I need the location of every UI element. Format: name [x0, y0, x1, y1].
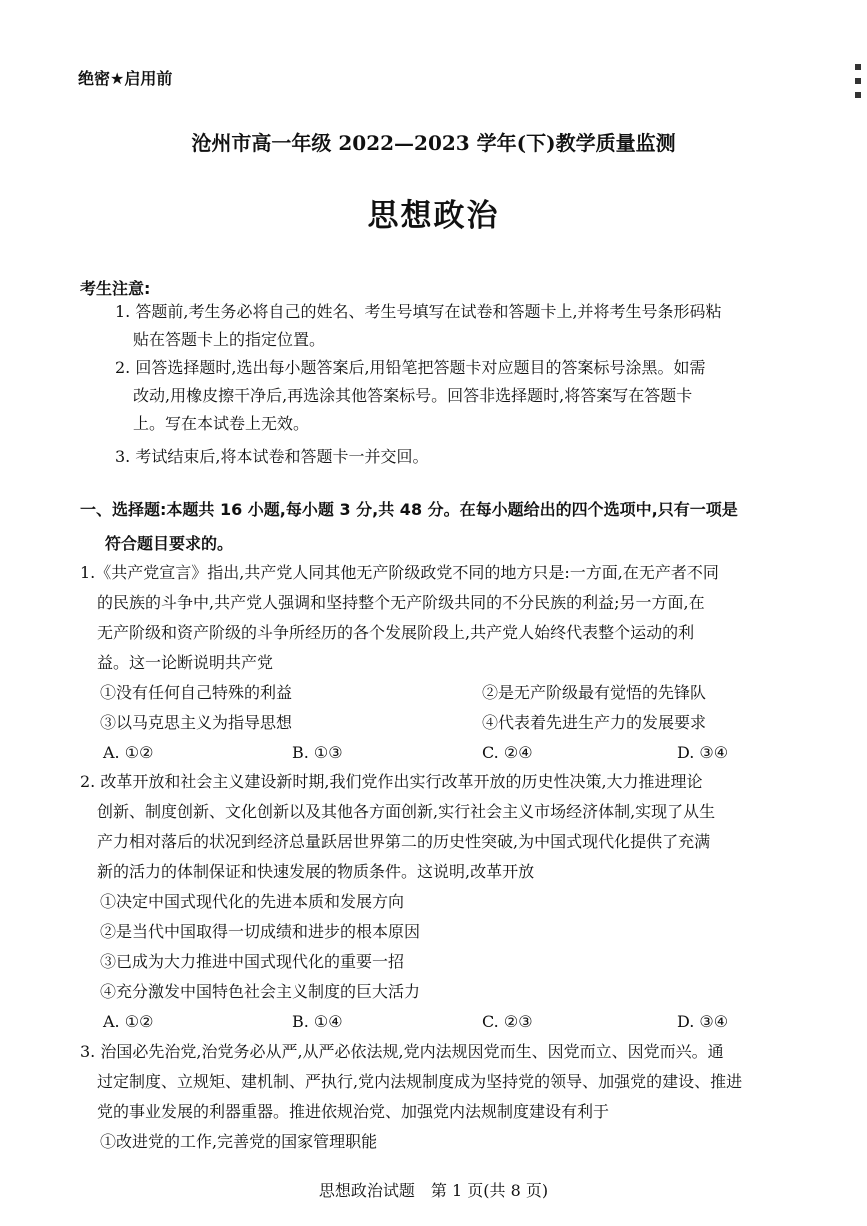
q2-statement-3: ③已成为大力推进中国式现代化的重要一招 — [100, 952, 405, 971]
notice-line: 贴在答题卡上的指定位置。 — [133, 330, 326, 349]
q2-statement-2: ②是当代中国取得一切成绩和进步的根本原因 — [100, 922, 421, 941]
q1-stem: 的民族的斗争中,共产党人强调和坚持整个无产阶级共同的不分民族的利益;另一方面,在 — [97, 593, 705, 612]
q2-stem: 产力相对落后的状况到经济总量跃居世界第二的历史性突破,为中国式现代化提供了充满 — [97, 832, 711, 851]
q1-choice-c: C. ②④ — [482, 743, 533, 762]
exam-title: 沧州市高一年级 2022—2023 学年(下)教学质量监测 — [191, 131, 676, 155]
q1-stem: 益。这一论断说明共产党 — [97, 653, 274, 672]
q2-stem: 2. 改革开放和社会主义建设新时期,我们党作出实行改革开放的历史性决策,大力推进理论 — [80, 772, 703, 791]
q3-stem: 党的事业发展的利器重器。推进依规治党、加强党内法规制度建设有利于 — [97, 1102, 610, 1121]
notice-line: 2. 回答选择题时,选出每小题答案后,用铅笔把答题卡对应题目的答案标号涂黑。如需 — [115, 358, 706, 377]
q2-statement-1: ①决定中国式现代化的先进本质和发展方向 — [100, 892, 405, 911]
binding-margin-marks — [853, 60, 863, 120]
q2-choice-c: C. ②③ — [482, 1012, 533, 1031]
q2-stem: 新的活力的体制保证和快速发展的物质条件。这说明,改革开放 — [97, 862, 535, 881]
q3-statement-1: ①改进党的工作,完善党的国家管理职能 — [100, 1132, 378, 1151]
notice-line: 3. 考试结束后,将本试卷和答题卡一并交回。 — [115, 447, 429, 466]
q2-statement-4: ④充分激发中国特色社会主义制度的巨大活力 — [100, 982, 421, 1001]
q1-statement-1: ①没有任何自己特殊的利益 — [100, 683, 293, 702]
section-heading-cont: 符合题目要求的。 — [105, 534, 234, 553]
q1-stem: 1.《共产党宣言》指出,共产党人同其他无产阶级政党不同的地方只是:一方面,在无产者不同 — [80, 563, 719, 582]
q2-choice-a: A. ①② — [103, 1012, 154, 1031]
q2-stem: 创新、制度创新、文化创新以及其他各方面创新,实行社会主义市场经济体制,实现了从生 — [97, 802, 716, 821]
q2-choice-d: D. ③④ — [677, 1012, 729, 1031]
subject-title: 思想政治 — [367, 198, 500, 234]
q1-choice-b: B. ①③ — [292, 743, 343, 762]
q3-stem: 3. 治国必先治党,治党务必从严,从严必依法规,党内法规因党而生、因党而立、因党而兴。通 — [80, 1042, 724, 1061]
notice-heading: 考生注意: — [80, 279, 151, 298]
notice-line: 改动,用橡皮擦干净后,再选涂其他答案标号。回答非选择题时,将答案写在答题卡 — [133, 386, 693, 405]
q1-choice-d: D. ③④ — [677, 743, 729, 762]
q1-choice-a: A. ①② — [103, 743, 154, 762]
page-footer: 思想政治试题 第 1 页(共 8 页) — [318, 1181, 549, 1200]
q3-stem: 过定制度、立规矩、建机制、严执行,党内法规制度成为坚持党的领导、加强党的建设、推进 — [97, 1072, 743, 1091]
notice-line: 上。写在本试卷上无效。 — [133, 414, 310, 433]
q2-choice-b: B. ①④ — [292, 1012, 343, 1031]
q1-statement-4: ④代表着先进生产力的发展要求 — [482, 713, 707, 732]
q1-stem: 无产阶级和资产阶级的斗争所经历的各个发展阶段上,共产党人始终代表整个运动的利 — [97, 623, 695, 642]
notice-line: 1. 答题前,考生务必将自己的姓名、考生号填写在试卷和答题卡上,并将考生号条形码粘 — [115, 302, 722, 321]
section-heading: 一、选择题:本题共 16 小题,每小题 3 分,共 48 分。在每小题给出的四个选项中,只有一项是 — [80, 500, 738, 519]
q1-statement-2: ②是无产阶级最有觉悟的先锋队 — [482, 683, 707, 702]
q1-statement-3: ③以马克思主义为指导思想 — [100, 713, 293, 732]
confidential-label: 绝密★启用前 — [78, 69, 173, 88]
